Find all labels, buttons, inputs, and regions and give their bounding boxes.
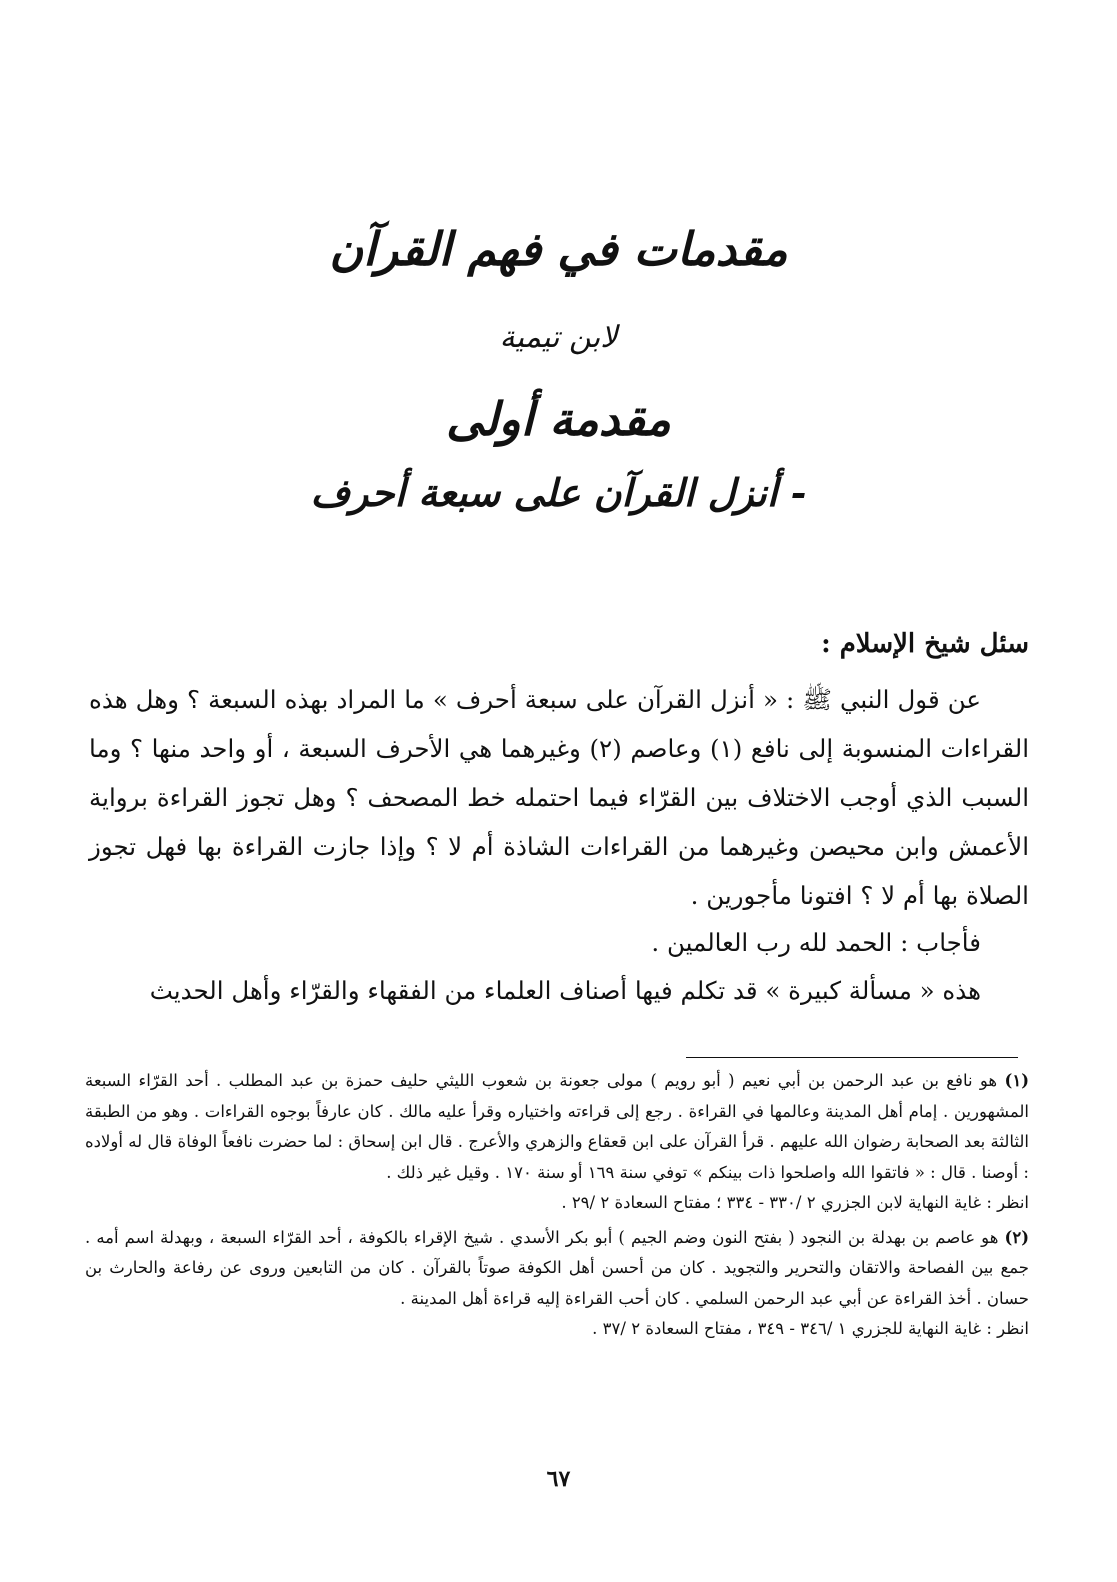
author-line: لابن تيمية [499,320,618,355]
footnote-number: (١) [1004,1071,1029,1090]
footnote-number: (٢) [1004,1227,1029,1247]
continuation-paragraph: هذه « مسألة كبيرة » قد تكلم فيها أصناف العلماء من الفقهاء والقرّاء وأهل الحديث [149,976,981,1005]
footnote-divider [686,1057,1018,1058]
section-title: مقدمة أولى [446,392,671,446]
question-paragraph: عن قول النبي ﷺ : « أنزل القرآن على سبعة أحرف » ما المراد بهذه السبعة ؟ وهل هذه القراءات المنسوبة إلى نافع (١) وعاصم (٢) وغيرهما هي الأحرف السبعة ، أو واحد منها ؟ وما السبب الذي أوجب الاختلاف بين القرّاء فيما احتمله خط المصحف ؟ وهل تجوز القراءة برواية الأعمش وابن محيصن وغيرهما من القراءات الشاذة أم لا ؟ وإذا جازت القراءة بها فهل تجوز الصلاة بها أم لا ؟ افتونا مأجورين . [89,685,1029,910]
page-number: ٦٧ [546,1466,571,1492]
question-heading: سئل شيخ الإسلام : [821,629,1029,659]
footnote-item [85,1066,1029,1188]
answer-paragraph: فأجاب : الحمد لله رب العالمين . [651,928,981,957]
footnote-item [85,1223,1029,1315]
footnotes [85,1066,1029,1349]
footnote-text: هو عاصم بن بهدلة بن النجود ( بفتح النون وضم الجيم ) أبو بكر الأسدي . شيخ الإقراء بالكوفة ، أحد القرّاء السبعة ، وبهدلة اسم أمه . جمع بين الفصاحة والاتقان والتحرير والتجويد . كان من أحسن أهل الكوفة صوتاً بالقرآن . كان من التابعين وروى عن رفاعة والحارث بن حسان . أخذ القراءة عن أبي عبد الرحمن السلمي . كان أحب القراءة إليه قراءة أهل المدينة . [85,1227,1029,1308]
book-title: مقدمات في فهم القرآن [329,222,788,276]
footnote-reference: انظر : غاية النهاية لابن الجزري ٢ /٣٣٠ - ٣٣٤ ؛ مفتاح السعادة ٢ /٢٩ . [561,1193,1029,1212]
footnote-reference: انظر : غاية النهاية للجزري ١ /٣٤٦ - ٣٤٩ ، مفتاح السعادة ٢ /٣٧ . [592,1319,1029,1338]
footnote-text: هو نافع بن عبد الرحمن بن أبي نعيم ( أبو رويم ) مولى جعونة بن شعوب الليثي حليف حمزة بن عبد المطلب . أحد القرّاء السبعة المشهورين . إمام أهل المدينة وعالمها في القراءة . رجع إلى قراءته واختياره وقرأ عليه مالك . كان عارفاً بوجوه القراءات . وهو من الطبقة الثالثة بعد الصحابة رضوان الله عليهم . قرأ القرآن على ابن قعقاع والزهري والأعرج . قال ابن إسحاق : لما حضرت نافعاً الوفاة قال له أولاده : أوصنا . قال : « فاتقوا الله واصلحوا ذات بينكم » توفي سنة ١٦٩ أو سنة ١٧٠ . وقيل غير ذلك . [85,1071,1029,1182]
section-subtitle: - أنزل القرآن على سبعة أحرف [310,470,807,515]
